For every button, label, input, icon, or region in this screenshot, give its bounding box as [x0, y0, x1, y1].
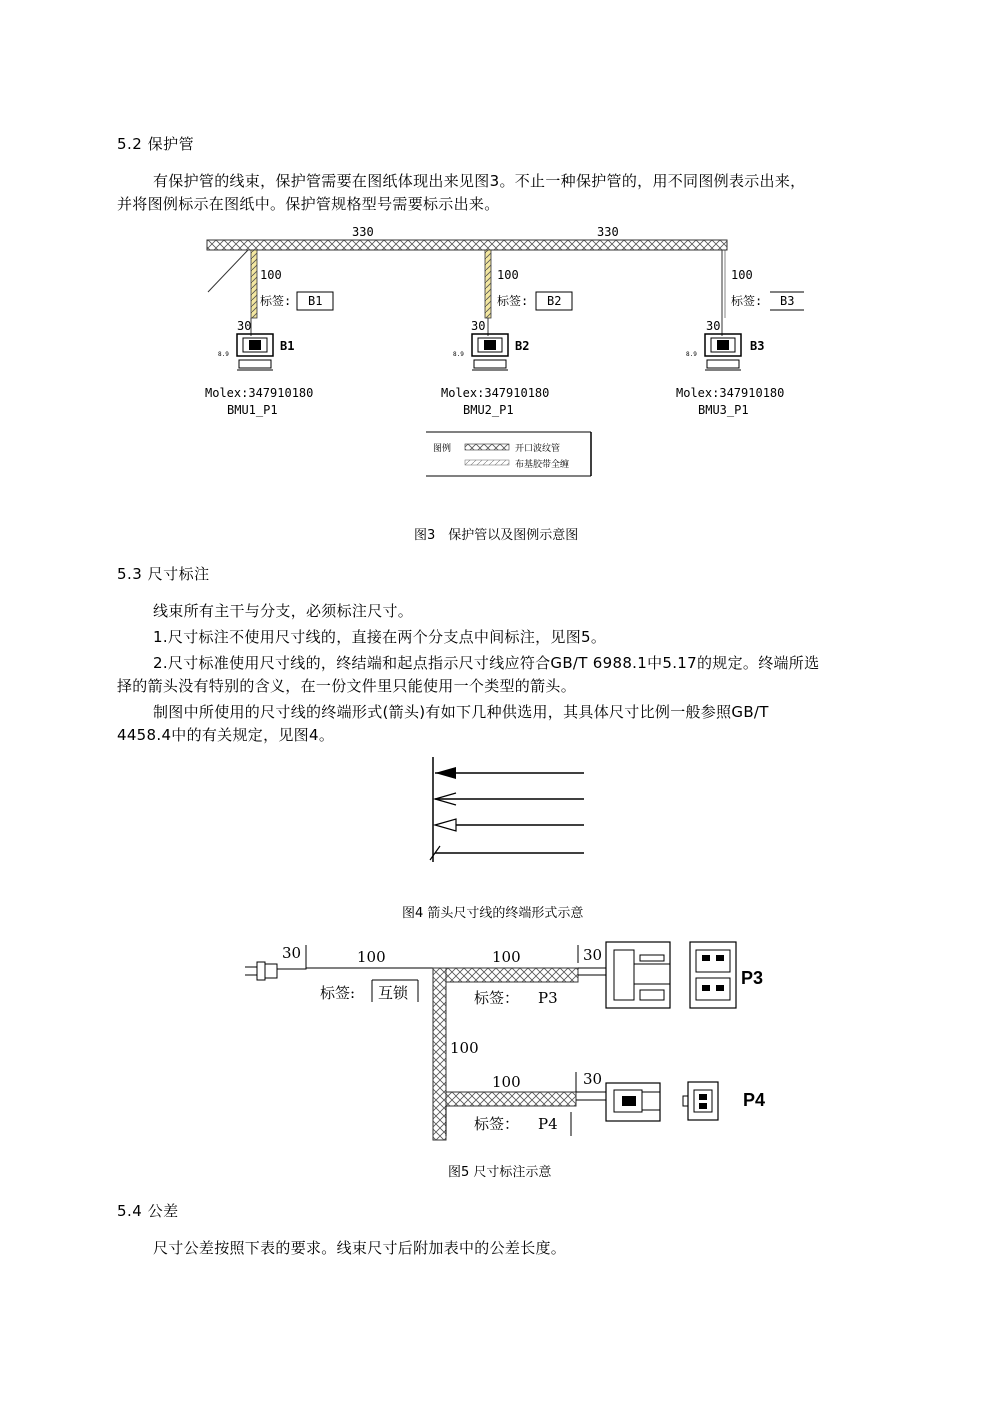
tail-length: 30: [471, 319, 486, 333]
connector-p4-id: P4: [743, 1090, 766, 1110]
label-prefix: 标签:: [260, 294, 292, 308]
connector-p4-face-icon: [683, 1082, 718, 1120]
label-prefix-1: 标签:: [320, 984, 356, 1002]
paragraph-line: 线束所有主干与分支，必须标注尺寸。: [153, 602, 414, 620]
tail-length: 30: [706, 319, 721, 333]
dim-p4-tail: 30: [583, 1070, 603, 1088]
filled-arrow-icon: [435, 767, 456, 779]
label-value: B3: [780, 294, 795, 308]
figure-4-caption: 图4 箭头尺寸线的终端形式示意: [402, 906, 584, 921]
paragraph-line: 制图中所使用的尺寸线的终端形式(箭头)有如下几种供选用，其具体尺寸比例一般参照GB/T: [153, 703, 769, 721]
paragraph-line: 4458.4中的有关规定，见图4。: [117, 726, 335, 744]
connector-b2-icon: [472, 334, 508, 370]
connector-p3-side-icon: [606, 942, 670, 1008]
label-value-3: P4: [538, 1115, 558, 1133]
branch-b1: [205, 250, 333, 417]
label-value-1: 互锁: [378, 984, 409, 1002]
connector-p3-face-icon: [690, 942, 736, 1008]
paragraph-line: 2.尺寸标准使用尺寸线的，终结端和起点指示尺寸线应符合GB/T 6988.1中5.17的规定。终端所选: [153, 654, 820, 672]
label-prefix-2: 标签：: [474, 989, 520, 1007]
figure-4-diagram: [430, 757, 584, 862]
dim-right-trunk: 100: [492, 948, 521, 966]
paragraph-line: 1.尺寸标注不使用尺寸线的，直接在两个分支点中间标注，见图5。: [153, 628, 607, 646]
figure-5-diagram: [245, 942, 765, 1140]
connector-p3-id: P3: [741, 968, 764, 988]
pin-note: 8.9: [453, 351, 464, 358]
branch-length: 100: [731, 268, 753, 282]
legend-title: 图例: [433, 444, 452, 454]
connector-name: BMU3_P1: [698, 403, 749, 417]
hollow-arrow-icon: [435, 819, 456, 831]
connector-b1-icon: [237, 334, 273, 370]
connector-b3-icon: [705, 334, 741, 370]
connector-id: B1: [280, 339, 295, 353]
label-value-2: P3: [538, 989, 558, 1007]
paragraph-line: 择的箭头没有特别的含义，在一份文件里只能使用一个类型的箭头。: [117, 677, 577, 695]
section-heading-5-2: 5.2 保护管: [117, 135, 195, 153]
part-number: Molex:347910180: [205, 386, 314, 400]
dim-p3-tail: 30: [583, 946, 603, 964]
dim-vertical: 100: [450, 1039, 479, 1057]
dim-left-tail: 30: [282, 944, 302, 962]
legend-item-2: 布基胶带全缠: [515, 460, 570, 470]
connector-p4-side-icon: [606, 1083, 660, 1121]
figure-3-caption: 图3 保护管以及图例示意图: [414, 528, 579, 543]
label-value: B1: [308, 294, 323, 308]
connector-id: B3: [750, 339, 765, 353]
branch-b3: [676, 250, 804, 417]
label-value: B2: [547, 294, 562, 308]
dim-main-1: 330: [352, 225, 374, 239]
paragraph-5-4: 尺寸公差按照下表的要求。线束尺寸后附加表中的公差长度。: [153, 1239, 567, 1257]
main-trunk-conduit: [207, 240, 727, 250]
interlock-connector-icon: [245, 962, 277, 980]
connector-name: BMU1_P1: [227, 403, 278, 417]
dim-p4-branch: 100: [492, 1073, 521, 1091]
paragraph-5-3: [117, 600, 907, 747]
part-number: Molex:347910180: [441, 386, 550, 400]
label-prefix: 标签:: [731, 294, 763, 308]
part-number: Molex:347910180: [676, 386, 785, 400]
figure-3-legend: [426, 432, 591, 476]
section-heading-5-4: 5.4 公差: [117, 1202, 179, 1220]
branch-length: 100: [260, 268, 282, 282]
dim-left-trunk: 100: [357, 948, 386, 966]
tail-length: 30: [237, 319, 252, 333]
pin-note: 8.9: [218, 351, 229, 358]
pin-note: 8.9: [686, 351, 697, 358]
figure-5-caption: 图5 尺寸标注示意: [448, 1165, 552, 1180]
connector-name: BMU2_P1: [463, 403, 514, 417]
label-prefix: 标签:: [497, 294, 529, 308]
paragraph-line: 有保护管的线束，保护管需要在图纸体现出来见图3。不止一种保护管的，用不同图例表示出来，: [153, 172, 806, 190]
section-heading-5-3: 5.3 尺寸标注: [117, 565, 210, 583]
dim-main-2: 330: [597, 225, 619, 239]
label-prefix-3: 标签：: [474, 1115, 520, 1133]
paragraph-line: 并将图例标示在图纸中。保护管规格型号需要标示出来。: [117, 195, 500, 213]
legend-item-1: 开口波纹管: [515, 444, 561, 454]
branch-b2: [441, 250, 572, 417]
branch-length: 100: [497, 268, 519, 282]
connector-id: B2: [515, 339, 530, 353]
